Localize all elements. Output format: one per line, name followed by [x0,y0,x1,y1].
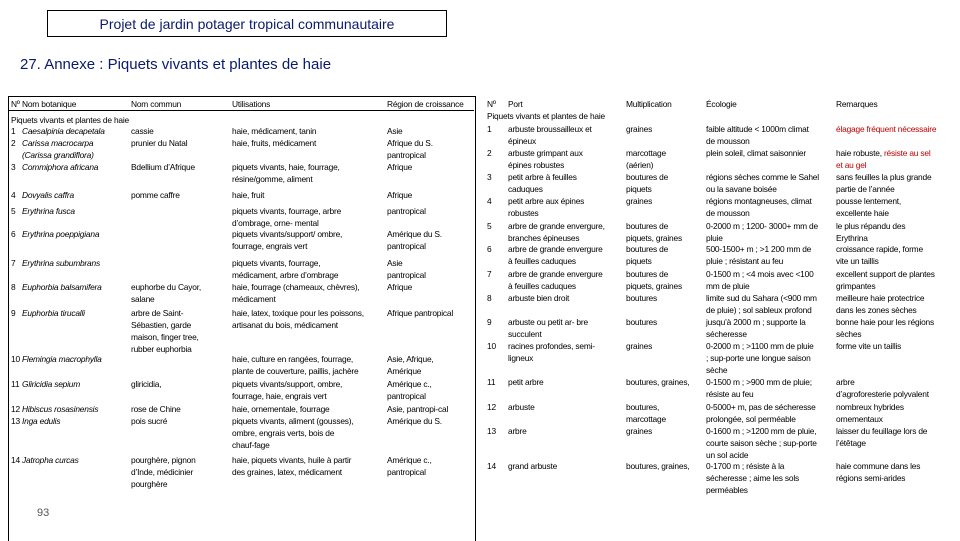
left-uses: piquets vivants/support/ ombre, [232,229,343,239]
right-habit: arbre de grande envergure [508,269,603,279]
left-uses: artisanat du bois, médicament [232,320,338,330]
left-common-name: prunier du Natal [131,138,188,148]
right-habit: ligneux [508,353,534,363]
right-remarks: pousse lentement, [836,196,902,206]
left-uses: haie, fourrage (chameaux, chèvres), [232,282,360,292]
right-ecology: limite sud du Sahara (<900 mm [706,293,817,303]
right-remarks: haie commune dans les [836,461,921,471]
right-ecology: ; sup-porte une longue saison [706,353,811,363]
left-common-name: maison, finger tree, [131,332,199,342]
page-header-box [47,10,447,37]
left-row-number: 4 [11,190,16,200]
right-habit: à feuilles caduques [508,281,576,291]
left-uses: piquets vivants/support, ombre, [232,379,343,389]
remarks-highlight: résiste au sel [881,148,931,158]
right-ecology: sécheresse [706,329,747,339]
right-habit: succulent [508,329,542,339]
right-habit: arbuste ou petit ar- bre [508,317,588,327]
right-column-header: Écologie [706,99,737,109]
right-remarks: forme vite un taillis [836,341,902,351]
right-column-header: Nº [487,99,496,109]
left-region: Asie, pantropi-cal [387,404,449,414]
left-region: Afrique [387,190,413,200]
left-common-name: pois sucré [131,416,168,426]
right-ecology: de mousson [706,208,750,218]
right-row-number: 11 [487,377,496,387]
right-propagation: piquets [626,256,652,266]
right-remarks: l’étêtage [836,438,866,448]
right-habit: petit arbre à feuilles [508,172,577,182]
right-ecology: régions montagneuses, climat [706,196,812,206]
left-botanical-name: Inga edulis [22,416,61,426]
left-region: Amérique c., [387,455,432,465]
right-remarks: excellent support de plantes [836,269,935,279]
left-column-header: Nom botanique [22,99,77,109]
left-region: Afrique pantropical [387,308,454,318]
right-row-number: 12 [487,402,496,412]
left-common-name: pourghère [131,479,168,489]
right-habit: arbuste [508,402,535,412]
left-botanical-name: Jatropha curcas [22,455,79,465]
right-ecology: de pluie) ; sol sableux profond [706,305,812,315]
left-common-name: d’Inde, médicinier [131,467,194,477]
right-remarks: d’agroforesterie polyvalent [836,389,929,399]
left-row-number: 1 [11,126,16,136]
left-region: pantropical [387,270,426,280]
left-region: pantropical [387,150,426,160]
right-remarks: grimpantes [836,281,876,291]
right-ecology: 0-2000 m ; >1100 mm de pluie [706,341,814,351]
right-remarks: sans feuilles la plus grande [836,172,932,182]
left-region: Asie [387,258,403,268]
left-botanical-name: Flemingia macrophylla [22,354,102,364]
right-ecology: prolongée, sol perméable [706,414,796,424]
left-region: Amérique du S. [387,229,442,239]
left-botanical-name: Dovyalis caffra [22,190,74,200]
right-habit: à feuilles caduques [508,256,576,266]
left-uses: résine/gomme, aliment [232,174,313,184]
left-uses: haie, médicament, tanin [232,126,317,136]
left-uses: d’ombrage, orne- mental [232,218,319,228]
right-habit: grand arbuste [508,461,558,471]
right-propagation: piquets, graines [626,233,682,243]
left-column-header: Région de croissance [387,99,464,109]
left-uses: piquets vivants, fourrage, arbre [232,206,342,216]
left-row-number: 14 [11,455,20,465]
left-uses: piquets vivants, aliment (gousses), [232,416,354,426]
right-row-number: 3 [487,172,492,182]
right-remarks: régions semi-arides [836,473,906,483]
right-propagation: marcottage [626,148,666,158]
right-propagation: graines [626,341,653,351]
right-habit: arbuste grimpant aux [508,148,583,158]
left-uses: piquets vivants, haie, fourrage, [232,162,340,172]
left-region: Amérique [387,366,422,376]
right-ecology: 0-1700 m ; résiste à la [706,461,785,471]
right-row-number: 7 [487,269,492,279]
right-propagation: boutures [626,317,657,327]
right-group-heading: Piquets vivants et plantes de haie [487,111,605,121]
right-habit: arbuste bien droit [508,293,570,303]
right-propagation: graines [626,196,653,206]
left-botanical-name: Caesalpinia decapetala [22,126,105,136]
page-header-title: Projet de jardin potager tropical communautaire [99,15,395,32]
right-ecology: ou la savane boisée [706,184,777,194]
left-row-number: 7 [11,258,16,268]
right-ecology: courte saison sèche ; sup-porte [706,438,817,448]
left-uses: plante de couverture, paillis, jachère [232,366,359,376]
left-row-number: 11 [11,379,20,389]
right-habit: robustes [508,208,539,218]
right-remarks: et au gel [836,160,867,170]
left-botanical-name: Gliricidia sepium [22,379,81,389]
right-remarks: arbre [836,377,855,387]
left-region: Afrique [387,162,413,172]
right-ecology: de mousson [706,136,750,146]
left-region: pantropical [387,241,426,251]
left-botanical-name: Erythrina fusca [22,206,75,216]
left-common-name: rose de Chine [131,404,181,414]
right-habit: petit arbre aux épines [508,196,585,206]
left-common-name: cassie [131,126,154,136]
left-common-name: pomme caffre [131,190,180,200]
right-propagation: boutures de [626,244,669,254]
left-uses: médicament [232,294,276,304]
right-ecology: 0-1600 m ; >1200 mm de pluie, [706,426,817,436]
left-uses: des graines, latex, médicament [232,467,342,477]
left-uses: fourrage, engrais vert [232,241,308,251]
left-row-number: 2 [11,138,16,148]
left-region: pantropical [387,467,426,477]
left-column-header: Nº [11,99,20,109]
left-botanical-name: Erythrina poeppigiana [22,229,100,239]
right-habit: épineux [508,136,536,146]
left-uses: médicament, arbre d’ombrage [232,270,339,280]
right-remarks: Erythrina [836,233,868,243]
left-uses: haie, ornementale, fourrage [232,404,330,414]
right-ecology: un sol acide [706,450,749,460]
right-ecology: sèche [706,365,728,375]
left-botanical-name: Euphorbia tirucalli [22,308,85,318]
left-uses: haie, piquets vivants, huile à partir [232,455,352,465]
right-column-header: Remarques [836,99,878,109]
left-row-number: 5 [11,206,16,216]
left-uses: haie, fruits, médicament [232,138,317,148]
left-uses: piquets vivants, fourrage, [232,258,321,268]
left-region: Afrique [387,282,413,292]
right-remarks: nombreux hybrides [836,402,904,412]
right-remarks: excellente haie [836,208,889,218]
right-propagation: graines [626,426,653,436]
left-common-name: pourghère, pignon [131,455,196,465]
right-remarks: laisser du feuillage lors de [836,426,928,436]
left-row-number: 12 [11,404,20,414]
right-habit: arbre de grande envergure, [508,221,605,231]
left-group-heading: Piquets vivants et plantes de haie [11,115,129,125]
right-ecology: résiste au feu [706,389,754,399]
right-habit: arbre de grande envergure [508,244,603,254]
right-propagation: boutures, [626,402,660,412]
right-remarks: le plus répandu des [836,221,906,231]
left-botanical-name: Carissa macrocarpa [22,138,94,148]
right-propagation: boutures de [626,221,669,231]
right-row-number: 1 [487,124,492,134]
right-ecology: mm de pluie [706,281,750,291]
right-remarks [836,147,931,159]
left-uses: haie, culture en rangées, fourrage, [232,354,354,364]
right-row-number: 5 [487,221,492,231]
left-uses: haie, fruit [232,190,265,200]
left-uses: ombre, engrais verts, bois de [232,428,335,438]
right-row-number: 8 [487,293,492,303]
left-common-name: Sébastien, garde [131,320,192,330]
right-remarks: partie de l’année [836,184,895,194]
right-habit: racines profondes, semi- [508,341,595,351]
right-ecology: sécheresse ; aime les sols [706,473,800,483]
left-column-header: Utilisations [232,99,271,109]
right-row-number: 14 [487,461,496,471]
right-ecology: régions sèches comme le Sahel [706,172,819,182]
left-common-name: arbre de Saint- [131,308,184,318]
right-habit: arbuste broussailleux et [508,124,592,134]
right-propagation: boutures, graines, [626,461,690,471]
right-habit: arbre [508,426,527,436]
right-propagation: piquets [626,184,652,194]
right-propagation: marcottage [626,414,666,424]
right-propagation: boutures de [626,172,669,182]
right-remarks: ornementaux [836,414,883,424]
left-region: Amérique du S. [387,416,442,426]
left-common-name: euphorbe du Cayor, [131,282,201,292]
right-row-number: 6 [487,244,492,254]
right-ecology: 0-2000 m ; 1200- 3000+ mm de [706,221,818,231]
right-propagation: graines [626,124,653,134]
left-botanical-name: Euphorbia balsamifera [22,282,102,292]
right-column-header: Port [508,99,523,109]
right-remarks: croissance rapide, forme [836,244,923,254]
right-ecology: 500-1500+ m ; >1 200 mm de [706,244,812,254]
right-row-number: 9 [487,317,492,327]
right-ecology: faible altitude < 1000m climat [706,124,809,134]
right-remarks: sèches [836,329,862,339]
section-title: 27. Annexe : Piquets vivants et plantes de haie [20,56,332,73]
right-row-number: 2 [487,148,492,158]
left-row-number: 3 [11,162,16,172]
left-row-number: 9 [11,308,16,318]
left-region: Asie [387,126,403,136]
left-region: Amérique c., [387,379,432,389]
right-remarks: bonne haie pour les régions [836,317,934,327]
left-botanical-name: Hibiscus rosasinensis [22,404,99,414]
left-common-name: Bdellium d’Afrique [131,162,195,172]
left-row-number: 6 [11,229,16,239]
right-row-number: 10 [487,341,496,351]
right-row-number: 4 [487,196,492,206]
left-row-number: 13 [11,416,20,426]
right-propagation: piquets, graines [626,281,682,291]
right-ecology: 0-1500 m ; <4 mois avec <100 [706,269,814,279]
remarks-text: haie robuste, [836,148,882,158]
right-remarks: élagage fréquent nécessaire [836,124,937,134]
right-habit: petit arbre [508,377,544,387]
right-propagation: (aérien) [626,160,654,170]
right-ecology: 0-1500 m ; >900 mm de pluie; [706,377,812,387]
left-region: Asie, Afrique, [387,354,434,364]
right-habit: branches épineuses [508,233,580,243]
right-ecology: perméables [706,485,748,495]
left-column-header: Nom commun [131,99,182,109]
page-number: 93 [37,507,50,519]
left-common-name: salane [131,294,155,304]
left-uses: fourrage, haie, engrais vert [232,391,327,401]
right-remarks: dans les zones sèches [836,305,917,315]
left-common-name: gliricidia, [131,379,162,389]
left-common-name: rubber euphorbia [131,344,192,354]
left-botanical-name: (Carissa grandiflora) [22,150,94,160]
left-row-number: 8 [11,282,16,292]
right-propagation: boutures de [626,269,669,279]
right-ecology: jusqu’à 2000 m ; supporte la [706,317,806,327]
right-ecology: pluie ; résistant au feu [706,256,784,266]
right-propagation: boutures [626,293,657,303]
left-table-header-rule [8,110,474,111]
right-propagation: boutures, graines, [626,377,690,387]
right-row-number: 13 [487,426,496,436]
left-botanical-name: Erythrina subumbrans [22,258,100,268]
left-region: Afrique du S. [387,138,433,148]
right-ecology: plein soleil, climat saisonnier [706,148,806,158]
left-row-number: 10 [11,354,20,364]
left-region: pantropical [387,206,426,216]
right-habit: épines robustes [508,160,565,170]
right-column-header: Multiplication [626,99,672,109]
left-uses: chauf-fage [232,440,270,450]
right-habit: caduques [508,184,543,194]
left-uses: haie, latex, toxique pour les poissons, [232,308,364,318]
right-ecology: 0-5000+ m, pas de sécheresse [706,402,816,412]
right-remarks: meilleure haie protectrice [836,293,925,303]
left-botanical-name: Commiphora africana [22,162,99,172]
left-region: pantropical [387,391,426,401]
right-ecology: pluie [706,233,723,243]
right-remarks: vite un taillis [836,256,879,266]
